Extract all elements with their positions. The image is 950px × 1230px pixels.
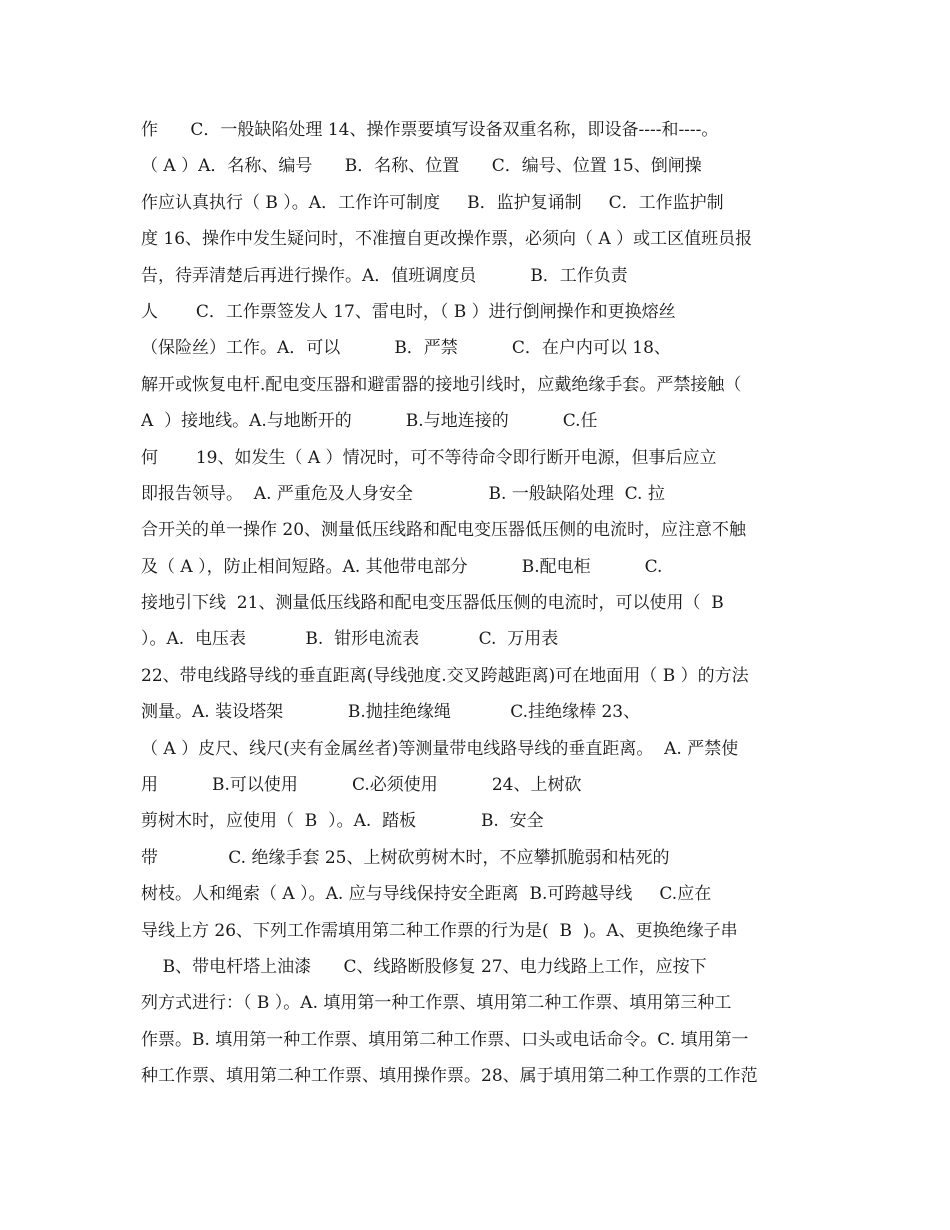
- text-line: B、带电杆塔上油漆 C、线路断股修复 27、电力线路上工作，应按下: [141, 956, 707, 977]
- text-line: 树枝。人和绳索（ A ）。A. 应与导线保持安全距离 B.可跨越导线 C.应在: [141, 884, 712, 905]
- text-line: A ）接地线。A.与地断开的 B.与地连接的 C.任: [141, 411, 598, 432]
- text-line: 作 C．一般缺陷处理 14、操作票要填写设备双重名称，即设备----和----。: [141, 120, 719, 140]
- text-line: 人 C．工作票签发人 17、雷电时，（ B ）进行倒闸操作和更换熔丝: [141, 301, 676, 322]
- text-line: 作应认真执行（ B ）。A．工作许可制度 B．监护复诵制 C．工作监护制: [141, 192, 724, 213]
- text-line: （ A ）A．名称、编号 B．名称、位置 C．编号、位置 15、倒闸操: [141, 156, 702, 177]
- text-line: 作票。B. 填用第一种工作票、填用第二种工作票、口头或电话命令。C. 填用第一: [141, 1029, 749, 1050]
- text-line: 度 16、操作中发生疑问时，不准擅自更改操作票，必须向（ A ）或工区值班员报: [141, 229, 753, 250]
- text-line: 测量。A. 装设塔架 B.抛挂绝缘绳 C.挂绝缘棒 23、: [141, 702, 641, 723]
- text-line: 接地引下线 21、测量低压线路和配电变压器低压侧的电流时，可以使用（ B: [141, 593, 724, 614]
- text-line: ）。A. 电压表 B. 钳形电流表 C. 万用表: [141, 629, 559, 650]
- text-line: （保险丝）工作。A．可以 B．严禁 C．在户内可以 18、: [141, 338, 671, 359]
- text-line: 种工作票、填用第二种工作票、填用操作票。28、属于填用第二种工作票的工作范: [141, 1066, 758, 1087]
- text-line: 22、带电线路导线的垂直距离(导线弛度.交叉跨越距离)可在地面用（ B ）的方法: [141, 665, 749, 686]
- text-line: 及（ A ），防止相间短路。A. 其他带电部分 B.配电柜 C.: [141, 556, 663, 577]
- text-line: 合开关的单一操作 20、测量低压线路和配电变压器低压侧的电流时，应注意不触: [141, 520, 747, 541]
- text-line: （ A ）皮尺、线尺(夹有金属丝者)等测量带电线路导线的垂直距离。 A. 严禁使: [141, 738, 739, 759]
- text-line: 带 C. 绝缘手套 25、上树砍剪树木时，不应攀抓脆弱和枯死的: [141, 847, 670, 868]
- document-body: [141, 112, 813, 1095]
- text-line: 用 B.可以使用 C.必须使用 24、上树砍: [141, 775, 582, 796]
- text-line: 剪树木时，应使用（ B ）。A. 踏板 B. 安全: [141, 811, 544, 832]
- text-line: 解开或恢复电杆.配电变压器和避雷器的接地引线时，应戴绝缘手套。严禁接触（: [141, 374, 742, 395]
- text-line: 告，待弄清楚后再进行操作。A．值班调度员 B．工作负责: [141, 265, 628, 286]
- text-line: 即报告领导。 A. 严重危及人身安全 B. 一般缺陷处理 C. 拉: [141, 483, 665, 504]
- text-line: 列方式进行：（ B ）。A. 填用第一种工作票、填用第二种工作票、填用第三种工: [141, 993, 732, 1014]
- text-line: 何 19、如发生（ A ）情况时，可不等待命令即行断开电源，但事后应立: [141, 447, 717, 468]
- text-line: 导线上方 26、下列工作需填用第二种工作票的行为是( B )。A、更换绝缘子串: [141, 920, 738, 941]
